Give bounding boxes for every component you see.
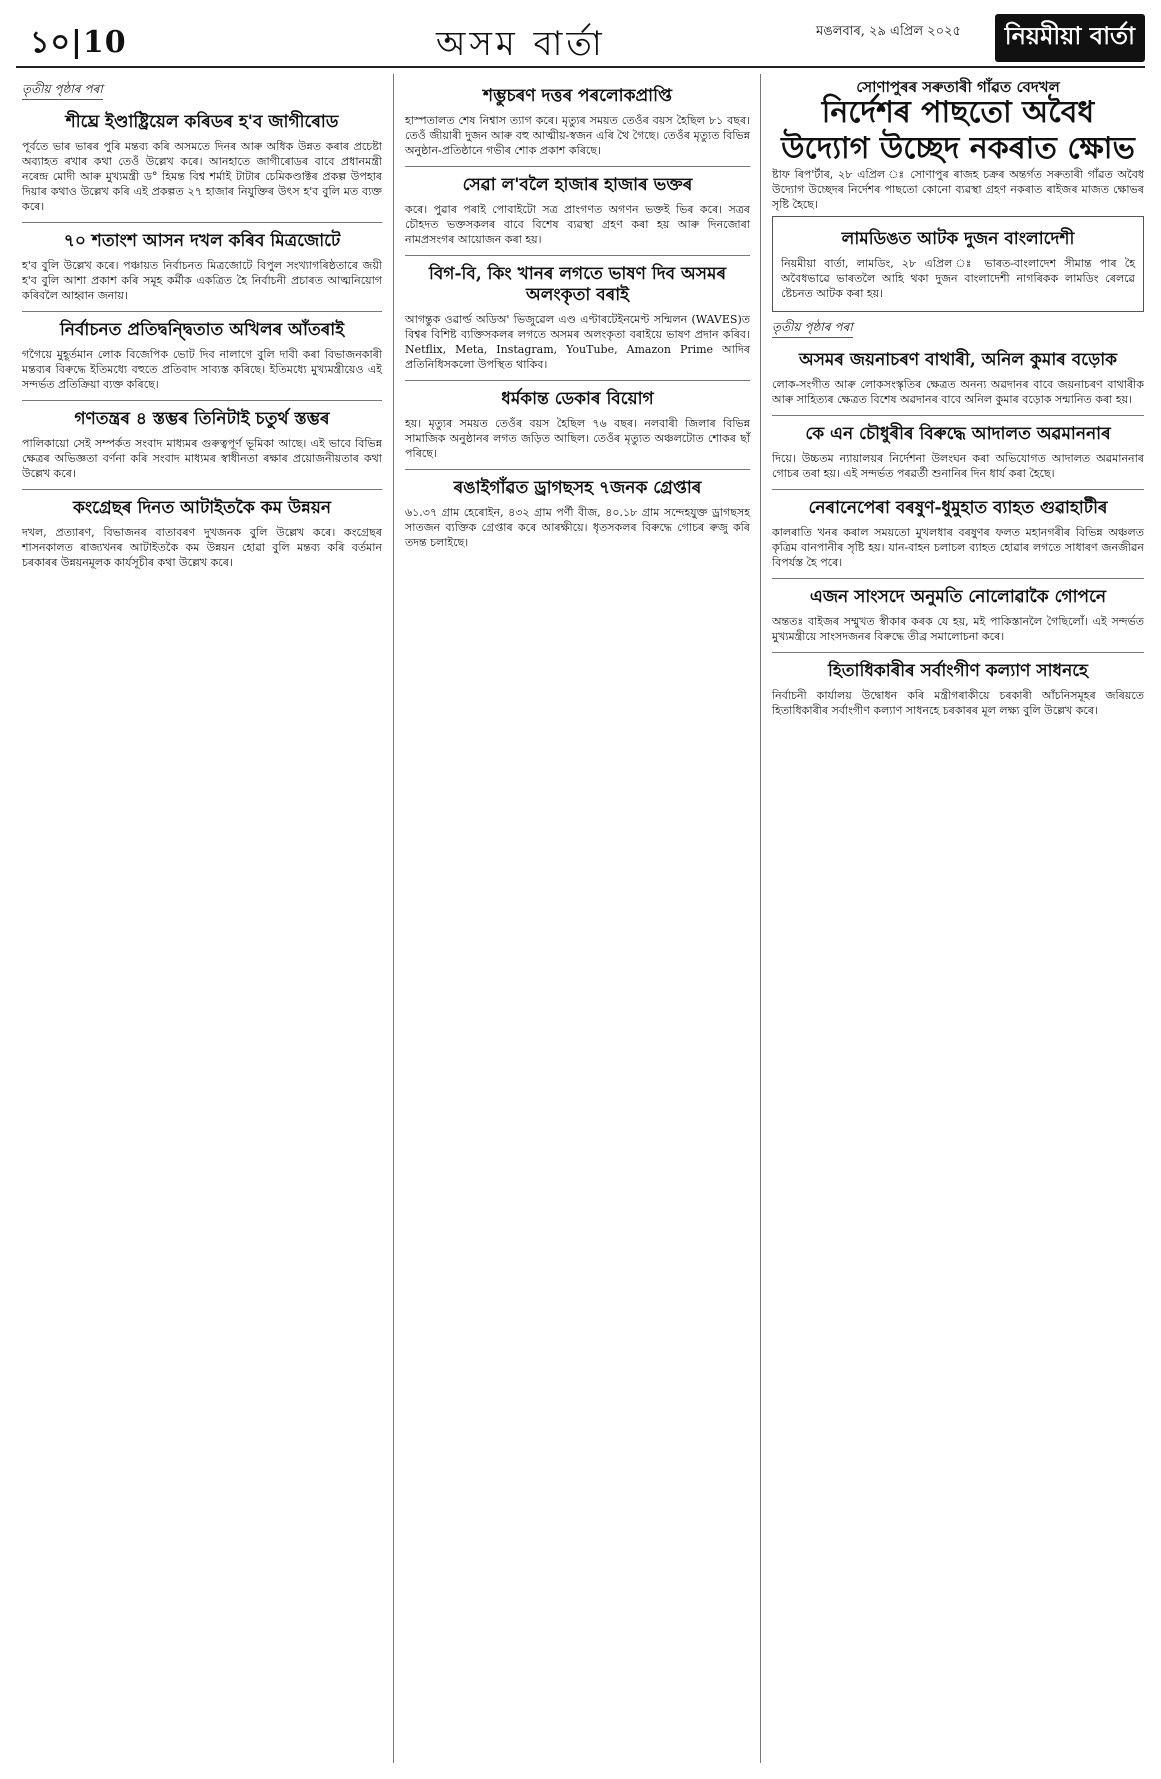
lumding-box <box>772 216 1144 312</box>
article-body: আগন্তুক ওৱাৰ্ল্ড অডিঅ' ভিজুৱেল এণ্ড এণ্টাৰটেইনমেণ্ট সন্মিলন (WAVES)ত বিশ্বৰ বিশিষ্ট ব্যক্তিসকলৰ লগতে অসমৰ অলংকৃতা বৰাইয়ে ভাষণ প্ৰদান কৰিব। Netflix, Meta, Instagram, YouTube, Amazon Prime আদিৰ প্ৰতিনিধিসকলো উপস্থিত থাকিব। <box>405 313 750 371</box>
headline-awards: অসমৰ জয়নাচৰণ বাথাৰী, অনিল কুমাৰ বড়োক <box>798 350 1118 370</box>
headline-akhil: নিৰ্বাচনত প্ৰতিদ্বন্দ্বিতাত অখিলৰ আঁতৰাই <box>59 320 345 340</box>
article-body: গগৈয়ে মুহূৰ্তমান লোক বিজেপিক ভোট দিব নালাগে বুলি দাবী কৰা বিভাজনকাৰী মন্তব্যৰ বিৰুদ্ধে ইতিমধ্যে বহুতে প্ৰতিবাদ সাব্যস্ত কৰিছে। ইতিমধ্যে মুখ্যমন্ত্ৰীয়েও এই সন্দৰ্ভত প্ৰতিক্ৰিয়া ব্যক্ত কৰিছে। <box>22 348 382 391</box>
article-body: হ'ব বুলি উল্লেখ কৰে। পঞ্চায়ত নিৰ্বাচনত মিত্ৰজোটে বিপুল সংখ্যাগৰিষ্ঠতাৰে জয়ী হ'ব বুলি আশা প্ৰকাশ কৰি সমূহ কৰ্মীক একত্ৰিত হৈ নিৰ্বাচনী প্ৰচাৰত আত্মনিয়োগ কৰিবলৈ আহ্বান জনায়। <box>22 259 382 302</box>
article-body: হয়। মৃত্যুৰ সময়ত তেওঁৰ বয়স হৈছিল ৭৬ বছৰ। নলবাৰী জিলাৰ বিভিন্ন সামাজিক অনুষ্ঠানৰ লগত জড়িত আছিল। তেওঁৰ মৃত্যুত অঞ্চলটোত শোকৰ ছাঁ পৰিছে। <box>405 417 750 460</box>
lead-headline-2: উদ্যোগ উচ্ছেদ নকৰাত ক্ষোভ <box>781 131 1135 166</box>
divider <box>405 380 750 381</box>
headline-devotees: সেৱা ল'বলৈ হাজাৰ হাজাৰ ভক্তৰ <box>462 175 693 195</box>
article-body: কৰে। পুৱাৰ পৰাই পোবাইটো সত্ৰ প্ৰাংগণত অগণন ভক্তই ভিৰ কৰে। সত্ৰৰ চৌহদত ভক্তসকলৰ বাবে বিশেষ ব্যৱস্থা গ্ৰহণ কৰা হয় আৰু দিনজোৰা নামপ্ৰসংগৰ আয়োজন কৰা হয়। <box>405 203 750 246</box>
continued-label: তৃতীয় পৃষ্ঠাৰ পৰা <box>22 82 103 100</box>
article-body: লোক-সংগীত আৰু লোকসংস্কৃতিৰ ক্ষেত্ৰত অনন্য অৱদানৰ বাবে জয়নাচৰণ বাথাৰীক আৰু সাহিত্যৰ ক্ষেত্ৰত বিশেষ অৱদানৰ বাবে অনিল কুমাৰ বড়োক সন্মানিত কৰা হয়। <box>772 378 1144 406</box>
newspaper-logo: নিয়মীয়া বাৰ্তা <box>995 14 1145 62</box>
headline-waves-speech: বিগ-বি, কিং খানৰ লগতে ভাষণ দিব অসমৰ অলংকৃতা বৰাই <box>428 264 727 305</box>
divider <box>22 400 382 401</box>
headline-democracy-pillars: গণতন্ত্ৰৰ ৪ স্তম্ভৰ তিনিটাই চতুৰ্থ স্তম্ভৰ <box>74 409 330 429</box>
divider <box>405 469 750 470</box>
headline-mp-secret: এজন সাংসদে অনুমতি নোলোৱাকৈ গোপনে <box>809 587 1107 607</box>
headline-rainstorm: নেৰানেপেৰা বৰষুণ-ধুমুহাত ব্যাহত গুৱাহাটীৰ <box>808 498 1108 518</box>
article-body: দিয়ে। উচ্চতম ন্যায়ালয়ৰ নিৰ্দেশনা উলংঘন কৰা অভিযোগত আদালত অৱমাননাৰ গোচৰ তৰা হয়। এই সন্দৰ্ভত পৰৱৰ্তী শুনানিৰ দিন ধাৰ্য কৰা হৈছে। <box>772 452 1144 480</box>
column-divider-1 <box>393 74 394 1763</box>
divider <box>772 652 1144 653</box>
article-body: অন্ততঃ বাইজৰ সম্মুখত স্বীকাৰ কৰক যে হয়, মই পাকিস্তানলৈ গৈছিলোঁ। এই সন্দৰ্ভত মুখ্যমন্ত্ৰীয়ে সাংসদজনৰ বিৰুদ্ধে তীব্ৰ সমালোচনা কৰে। <box>772 615 1144 643</box>
headline-seat-share: ৭০ শতাংশ আসন দখল কৰিব মিত্ৰজোটে <box>63 231 341 251</box>
divider <box>772 578 1144 579</box>
divider <box>405 166 750 167</box>
lead-story-header <box>772 80 1144 167</box>
divider <box>22 222 382 223</box>
headline-contempt: কে এন চৌধুৰীৰ বিৰুদ্ধে আদালত অৱমাননাৰ <box>805 424 1111 444</box>
article-body: নিৰ্বাচনী কাৰ্যালয় উদ্বোধন কৰি মন্ত্ৰীগৰাকীয়ে চৰকাৰী আঁচনিসমূহৰ জৰিয়তে হিতাধিকাৰীৰ সৰ্বাংগীণ কল্যাণ সাধনহে চৰকাৰৰ মূল লক্ষ্য বুলি উল্লেখ কৰে। <box>772 689 1144 717</box>
article-body: ৬১.৩৭ গ্ৰাম হেৰোইন, ৪৩২ গ্ৰাম পৰ্ণী বীজ, ৪০.১৮ গ্ৰাম সন্দেহযুক্ত ড্ৰাগছসহ সাতজন ব্যক্তিক গ্ৰেপ্তাৰ কৰে আৰক্ষীয়ে। ধৃতসকলৰ বিৰুদ্ধে গোচৰ ৰুজু কৰি তদন্ত চলাইছে। <box>405 506 750 549</box>
divider <box>772 415 1144 416</box>
lead-kicker: সোণাপুৰৰ সৰুতাৰী গাঁৱত বেদখল <box>856 78 1060 96</box>
divider <box>22 489 382 490</box>
column-divider-2 <box>760 74 761 1763</box>
divider <box>22 311 382 312</box>
article-body: পূৰ্বতে ভাৰ ভাৰৰ পুৰি মন্তব্য কৰি অসমতে দিনৰ আৰু অধিক উন্নত কৰাৰ প্ৰচেষ্টা অব্যাহত ৰখাৰ কথা তেওঁ উল্লেখ কৰে। আনহাতে জাগীৰোডৰ বাবে প্ৰধানমন্ত্ৰী নৰেন্দ্ৰ মোদী আৰু মুখ্যমন্ত্ৰী ড° হিমন্ত বিশ্ব শৰ্মাই টাটাৰ চেমিকণ্ডাক্টৰ প্ৰকল্প উপহাৰ দিয়াৰ কথাও উল্লেখ কৰি এই প্ৰকল্পত ২৭ হাজাৰ নিযুক্তিৰ উৎস হ'ব বুলি মত ব্যক্ত কৰে। <box>22 140 382 213</box>
lead-headline-1: নিৰ্দেশৰ পাছতো অবৈধ <box>821 95 1095 130</box>
divider <box>405 255 750 256</box>
section-title: অসম বাৰ্তা <box>436 24 606 64</box>
headline-obituary-dutta: শম্ভুচৰণ দত্তৰ পৰলোকপ্ৰাপ্তি <box>483 86 672 106</box>
article-body: পালিকায়ো সেই সম্পৰ্কত সংবাদ মাধ্যমৰ গুৰুত্বপূৰ্ণ ভূমিকা আছে। এই ভাবে বিভিন্ন ক্ষেত্ৰৰ অভিজ্ঞতা বৰ্ণনা কৰি সংবাদ মাধ্যমৰ স্বাধীনতা ৰক্ষাৰ প্ৰয়োজনীয়তাৰ কথা উল্লেখ কৰে। <box>22 437 382 480</box>
lead-body: ষ্টাফ ৰিপ'ৰ্টাৰ, ২৮ এপ্ৰিল ঃ সোণাপুৰ ৰাজহ চক্ৰৰ অন্তৰ্গত সৰুতাৰী গাঁৱত অবৈধ উদ্যোগ উচ্ছেদৰ নিৰ্দেশৰ পাছতো কোনো ব্যৱস্থা গ্ৰহণ নকৰাত ৰাইজৰ মাজত ক্ষোভৰ সৃষ্টি হৈছে। <box>772 168 1144 211</box>
article-body: নিয়মীয়া বাৰ্তা, লামডিং, ২৮ এপ্ৰিল ঃ ভাৰত-বাংলাদেশ সীমান্ত পাৰ হৈ অবৈধভাৱে ভাৰতলৈ আহি থকা দুজন বাংলাদেশী নাগৰিকক লামডিং ৰেলৱে ষ্টেচনত আটক কৰা হয়। <box>781 257 1135 300</box>
divider <box>772 489 1144 490</box>
article-body: কালৰাতি খনৰ কৰাল সময়তো মুখলধাৰ বৰষুণৰ ফলত মহানগৰীৰ বিভিন্ন অঞ্চলত কৃত্ৰিম বানপানীৰ সৃষ্টি হয়। যান-বাহন চলাচল ব্যাহত হোৱাৰ লগতে সাধাৰণ জনজীৱন বিপৰ্যস্ত হৈ পৰে। <box>772 526 1144 569</box>
page-number: ১০|10 <box>30 25 127 60</box>
column-middle <box>405 80 750 554</box>
headline-obituary-deka: ধৰ্মকান্ত ডেকাৰ বিয়োগ <box>501 389 654 409</box>
continued-label: তৃতীয় পৃষ্ঠাৰ পৰা <box>772 320 853 338</box>
publication-date: মঙলবাৰ, ২৯ এপ্ৰিল ২০২৫ <box>816 24 961 39</box>
headline-lumding: লামডিঙত আটক দুজন বাংলাদেশী <box>841 229 1075 249</box>
headline-industrial-corridor: শীঘ্ৰে ইণ্ডাষ্ট্ৰিয়েল কৰিডৰ হ'ব জাগীৰোড <box>65 112 339 132</box>
masthead <box>16 10 1145 74</box>
masthead-rule <box>16 66 1145 68</box>
headline-congress: কংগ্ৰেছৰ দিনত আটাইতকৈ কম উন্নয়ন <box>72 498 332 518</box>
article-body: হাস্পতালত শেষ নিশ্বাস ত্যাগ কৰে। মৃত্যুৰ সময়ত তেওঁৰ বয়স হৈছিল ৮১ বছৰ। তেওঁ জীয়াৰী দুজন আৰু বহু আত্মীয়-স্বজন এৰি থৈ গৈছে। তেওঁৰ মৃত্যুত বিভিন্ন অনুষ্ঠান-প্ৰতিষ্ঠানে গভীৰ শোক প্ৰকাশ কৰিছে। <box>405 114 750 157</box>
column-left <box>22 80 382 574</box>
headline-drugs-arrest: ৰঙাইগাঁৱত ড্ৰাগছসহ ৭জনক গ্ৰেপ্তাৰ <box>453 478 702 498</box>
headline-beneficiary: হিতাধিকাৰীৰ সৰ্বাংগীণ কল্যাণ সাধনহে <box>828 661 1088 681</box>
article-body: দখল, প্ৰত্যাৰণ, বিভাজনৰ বাতাবৰণ দুখজনক বুলি উল্লেখ কৰে। কংগ্ৰেছৰ শাসনকালত ৰাজ্যখনৰ আটাইতকৈ কম উন্নয়ন হোৱা বুলি মন্তব্য কৰি বৰ্তমান চৰকাৰৰ উন্নয়নমূলক কাৰ্যসূচীৰ কথা উল্লেখ কৰে। <box>22 526 382 569</box>
column-right <box>772 80 1144 722</box>
